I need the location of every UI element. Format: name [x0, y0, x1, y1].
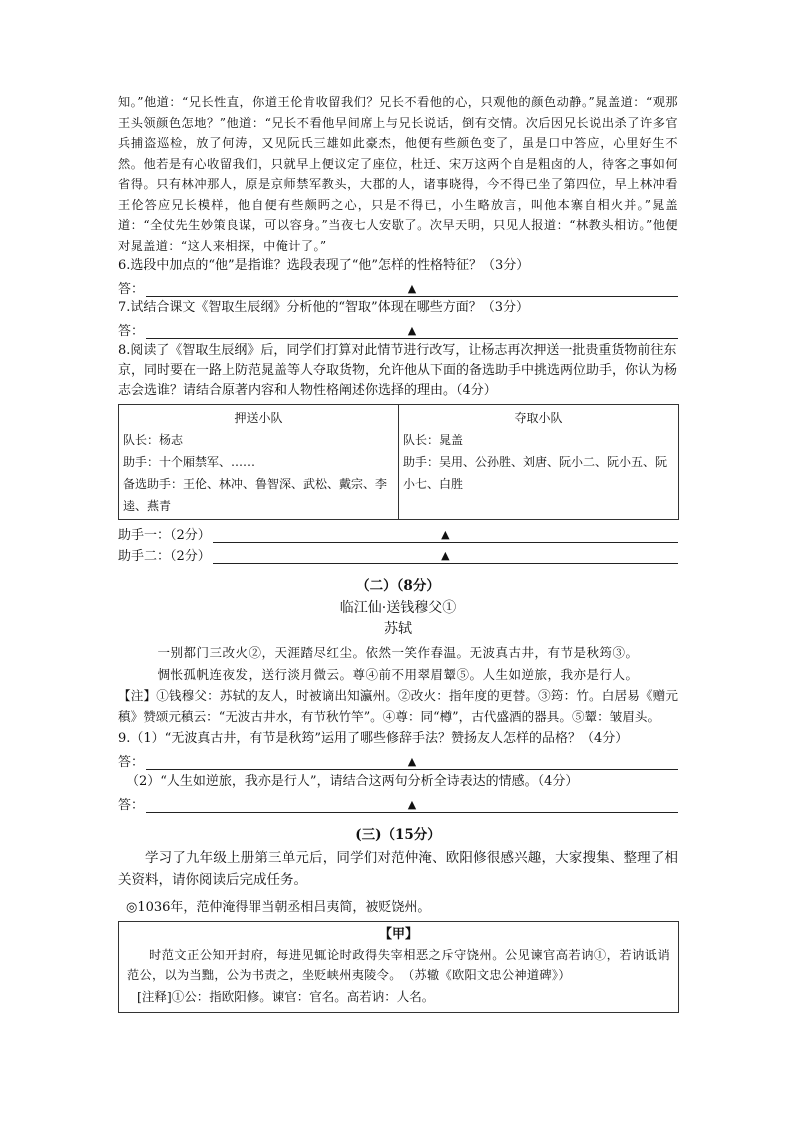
exam-page — [118, 92, 678, 1013]
answer-label: 答： — [118, 282, 145, 297]
box-text: 时范文正公知开封府，每进见辄论时政得失宰相恶之斥守饶州。公见谏官高若讷①，若讷诋诮范公，以为当黜，公为书责之，坐贬峡州夷陵令。 （苏辙《欧阳文忠公神道碑》） — [127, 948, 670, 982]
escort-team-cell — [119, 405, 399, 520]
poem-line: 一别都门三改火②，天涯踏尽红尘。依然一笑作春温。无波真古井，有节是秋筠③。 — [157, 645, 639, 660]
poem-author: 苏轼 — [384, 621, 412, 637]
reading-passage — [118, 92, 678, 256]
triangle-marker-icon: ▲ — [407, 324, 417, 337]
section-2-heading: （二）（8分） — [356, 578, 440, 594]
answer-line-7[interactable] — [118, 318, 678, 339]
poem-note: 【注】①钱穆父：苏轼的友人，时被谪出知瀛州。②改火：指年度的更替。③筠：竹。白居易《赠元稹》赞颂元稹云：“无波古井水，有节秋竹竿”。④尊：同“樽”，古代盛酒的器具。⑤颦：皱眉头。 — [118, 688, 678, 724]
escort-team-helpers: 助手：十个厢禁军、…… — [123, 455, 256, 469]
answer-line-6[interactable] — [118, 276, 678, 297]
box-title: 【甲】 — [378, 927, 418, 942]
triangle-marker-icon: ▲ — [407, 798, 417, 811]
raid-team-leader: 队长：晁盖 — [403, 433, 464, 447]
poem-title: 临江仙·送钱穆父① — [339, 600, 457, 616]
question-9-2: （2）“人生如逆旅，我亦是行人”，请结合这两句分析全诗表达的情感。（4分） — [126, 774, 579, 789]
answer-label: 答： — [118, 324, 145, 339]
question-8: 8.阅读了《智取生辰纲》后，同学们打算对此情节进行改写，让杨志再次押送一批贵重货物前往东京，同时要在一路上防范晁盖等人夺取货物，允许他从下面的备选助手中挑选两位助手，你认为杨志会选谁？请结合原著内容和人物性格阐述你选择的理由。（4分） — [118, 343, 678, 398]
source-box-jia — [118, 921, 679, 1013]
helper-two-label: 助手二：（2分） — [118, 549, 211, 564]
escort-team-title: 押送小队 — [234, 411, 283, 425]
section-3-heading: (三)（15分） — [355, 827, 441, 843]
helper-two-line[interactable] — [118, 543, 678, 564]
passage-paragraph: 知。”他道：“兄长性直，你道王伦肯收留我们？兄长不看他的心，只观他的颜色动静。”晁盖道：“观那王头领颜色怎地？”他道：“兄长不看他早间席上与兄长说话，倒有交情。次后因兄长说出杀了许多官兵捕盗巡检，放了何涛，又见阮氏三雄如此豪杰，他便有些颜色变了，虽是口中答应，心里好生不然。他若是有心收留我们，只就早上便议定了座位，杜迁、宋万这两个自是粗卤的人，待客之事如何省得。只有林冲那人，原是京师禁军教头，大郡的人，诸事晓得，今不得已坐了第四位，早上林冲看王伦答应兄长模样，他自便有些颇眄之心，只是不得已，小生略放言，叫他本寨自相火并。”晁盖道：“全仗先生妙策良谋，可以容身。”当夜七人安歇了。次早天明，只见人报道：“林教头相访。”他便对晁盖道：“这人来相探，中俺计了。” — [118, 95, 678, 253]
triangle-marker-icon: ▲ — [441, 528, 450, 541]
answer-line-9-1[interactable] — [118, 749, 678, 770]
helper-one-label: 助手一：（2分） — [118, 528, 211, 543]
section-3-intro: 学习了九年级上册第三单元后，同学们对范仲淹、欧阳修很感兴趣，大家搜集、整理了相关资料，请你阅读后完成任务。 — [118, 850, 678, 888]
answer-label: 答： — [118, 798, 145, 813]
raid-team-helpers: 助手：吴用、公孙胜、刘唐、阮小二、阮小五、阮小七、白胜 — [403, 455, 668, 491]
question-7: 7.试结合课文《智取生辰纲》分析他的“智取”体现在哪些方面？（3分） — [118, 300, 529, 315]
triangle-marker-icon: ▲ — [407, 755, 417, 768]
triangle-marker-icon: ▲ — [407, 282, 417, 295]
team-table — [118, 404, 679, 520]
answer-label: 答： — [118, 755, 145, 770]
escort-team-candidates: 备选助手：王伦、林冲、鲁智深、武松、戴宗、李逵、燕青 — [123, 477, 388, 513]
box-note: [注释]①公：指欧阳修。谏官：官名。高若讷：人名。 — [137, 989, 435, 1004]
escort-team-leader: 队长：杨志 — [123, 433, 184, 447]
timeline-item: ◎1036年，范仲淹得罪当朝丞相吕夷简，被贬饶州。 — [126, 900, 431, 915]
question-6: 6.选段中加点的“他”是指谁？选段表现了“他”怎样的性格特征？（3分） — [118, 258, 530, 273]
poem-line: 惆怅孤帆连夜发，送行淡月微云。尊④前不用翠眉颦⑤。人生如逆旅，我亦是行人。 — [157, 667, 639, 682]
helper-one-line[interactable] — [118, 522, 678, 543]
question-9-1: 9.（1）“无波真古井，有节是秋筠”运用了哪些修辞手法？赞扬友人怎样的品格？（4分） — [118, 731, 629, 746]
answer-line-9-2[interactable] — [118, 792, 678, 813]
raid-team-title: 夺取小队 — [514, 411, 563, 425]
raid-team-cell — [399, 405, 679, 520]
triangle-marker-icon: ▲ — [441, 549, 450, 562]
